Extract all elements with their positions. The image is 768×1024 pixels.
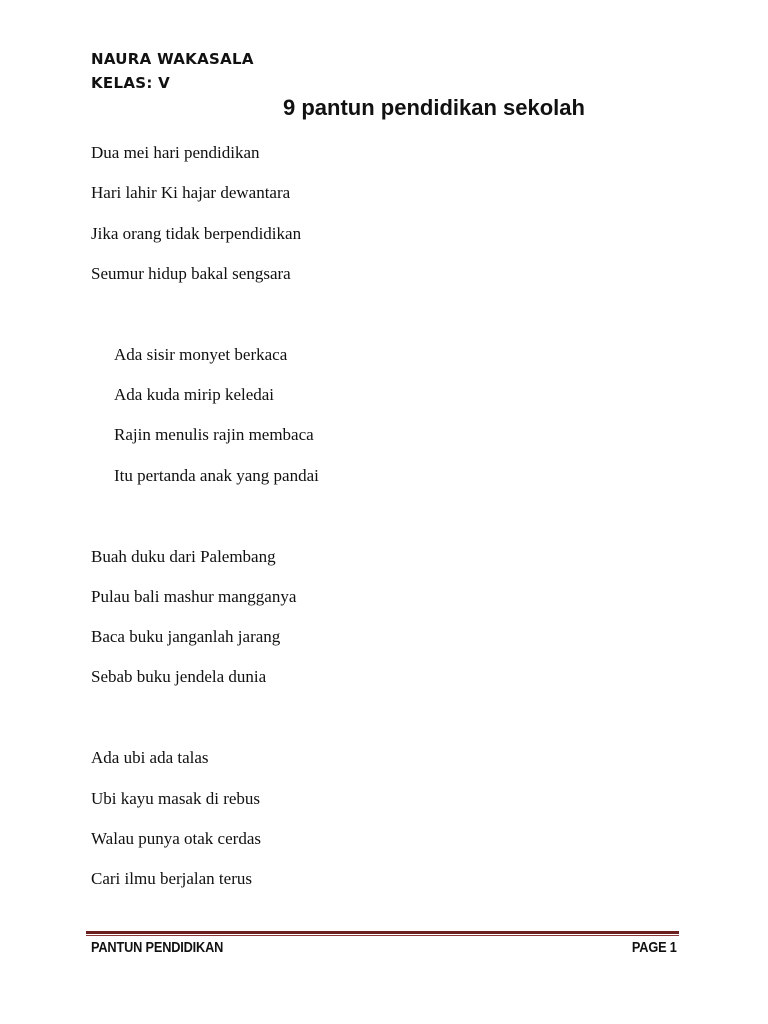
verse-line: Itu pertanda anak yang pandai — [114, 465, 319, 485]
verse-line: Pulau bali mashur mangganya — [91, 586, 297, 606]
stanza-3 — [91, 537, 319, 698]
verse-line: Walau punya otak cerdas — [91, 828, 261, 848]
verse-line: Ada sisir monyet berkaca — [114, 344, 288, 364]
verse-line: Hari lahir Ki hajar dewantara — [91, 183, 291, 203]
verse-line: Jika orang tidak berpendidikan — [91, 223, 302, 243]
verse-line: Ada kuda mirip keledai — [114, 385, 275, 405]
verse-line: Dua mei hari pendidikan — [91, 143, 260, 162]
pantun-body — [91, 133, 319, 940]
stanza-2 — [91, 335, 319, 496]
document-title: 9 pantun pendidikan sekolah — [283, 95, 585, 120]
student-name: NAURA WAKASALA — [91, 50, 254, 68]
verse-line: Seumur hidup bakal sengsara — [91, 263, 291, 283]
student-class: KELAS: V — [91, 74, 171, 92]
verse-line: Rajin menulis rajin membaca — [114, 425, 314, 445]
footer-rule-thin — [86, 935, 679, 936]
footer-title: PANTUN PENDIDIKAN — [91, 939, 224, 956]
verse-line: Ada ubi ada talas — [91, 748, 209, 768]
verse-line: Baca buku janganlah jarang — [91, 627, 281, 647]
verse-line: Buah duku dari Palembang — [91, 546, 276, 566]
stanza-1 — [91, 133, 319, 294]
verse-line: Cari ilmu berjalan terus — [91, 869, 252, 889]
page-number: PAGE 1 — [632, 939, 677, 956]
verse-line: Sebab buku jendela dunia — [91, 667, 267, 687]
verse-line: Ubi kayu masak di rebus — [91, 788, 261, 808]
footer-rule — [86, 931, 679, 934]
stanza-4 — [91, 738, 319, 899]
